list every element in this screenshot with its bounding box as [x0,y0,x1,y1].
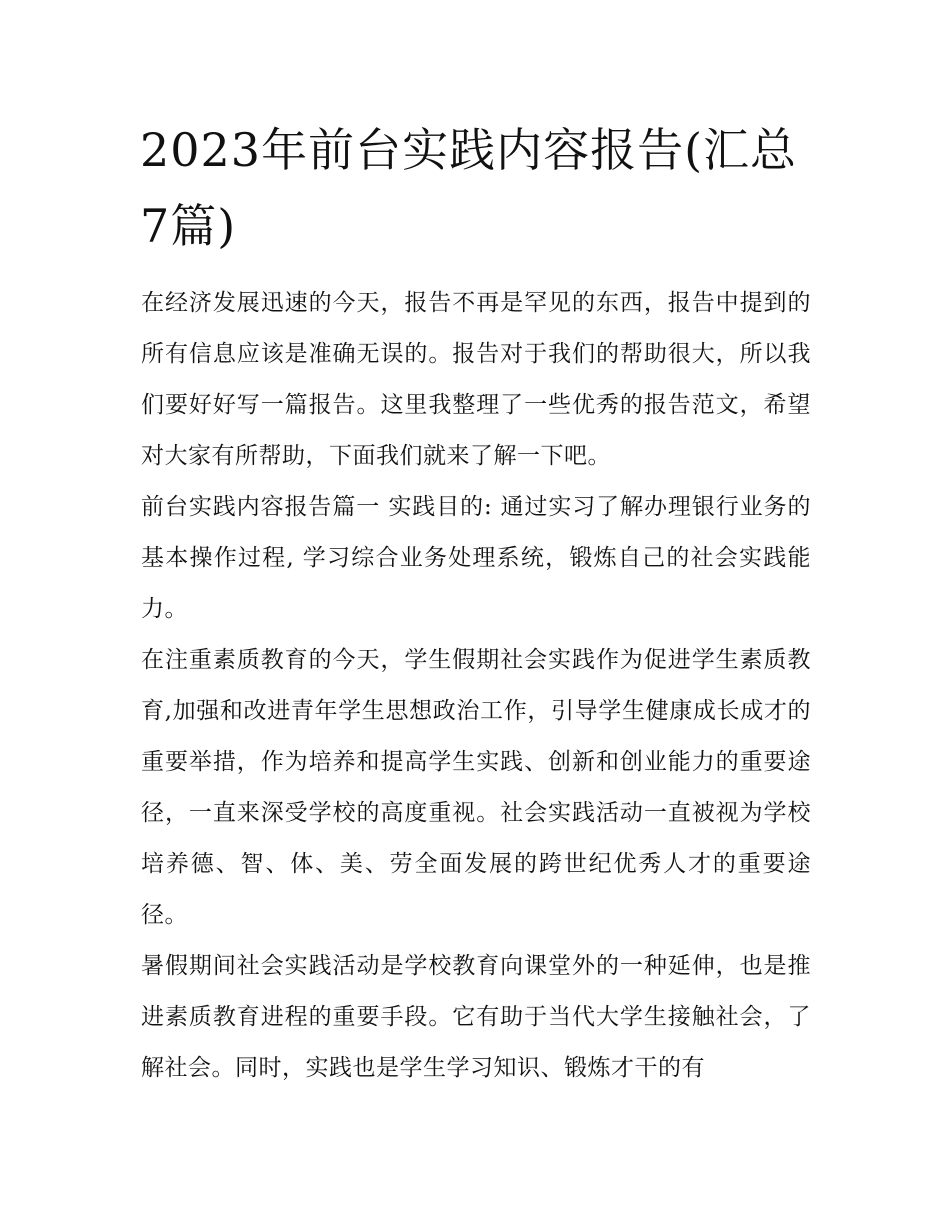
document-title: 2023年前台实践内容报告(汇总7篇) [140,123,798,253]
paragraph-summer-practice: 暑假期间社会实践活动是学校教育向课堂外的一种延伸，也是推进素质教育进程的重要手段。它有助于当代大学生接触社会，了解社会。同时，实践也是学生学习知识、锻炼才干的有 [141,953,811,1081]
paragraph-practice-purpose: 前台实践内容报告篇一 实践目的: 通过实习了解办理银行业务的基本操作过程, 学习综合业务处理系统，锻炼自己的社会实践能力。 [141,494,811,622]
paragraph-intro: 在经济发展迅速的今天，报告不再是罕见的东西，报告中提到的所有信息应该是准确无误的。报告对于我们的帮助很大，所以我们要好好写一篇报告。这里我整理了一些优秀的报告范文，希望对大家有所帮助，下面我们就来了解一下吧。 [141,290,811,469]
document-body [141,278,811,1094]
paragraph-quality-education: 在注重素质教育的今天，学生假期社会实践作为促进学生素质教育,加强和改进青年学生思想政治工作，引导学生健康成长成才的重要举措，作为培养和提高学生实践、创新和创业能力的重要途径，一直来深受学校的高度重视。社会实践活动一直被视为学校培养德、智、体、美、劳全面发展的跨世纪优秀人才的重要途径。 [141,647,811,928]
